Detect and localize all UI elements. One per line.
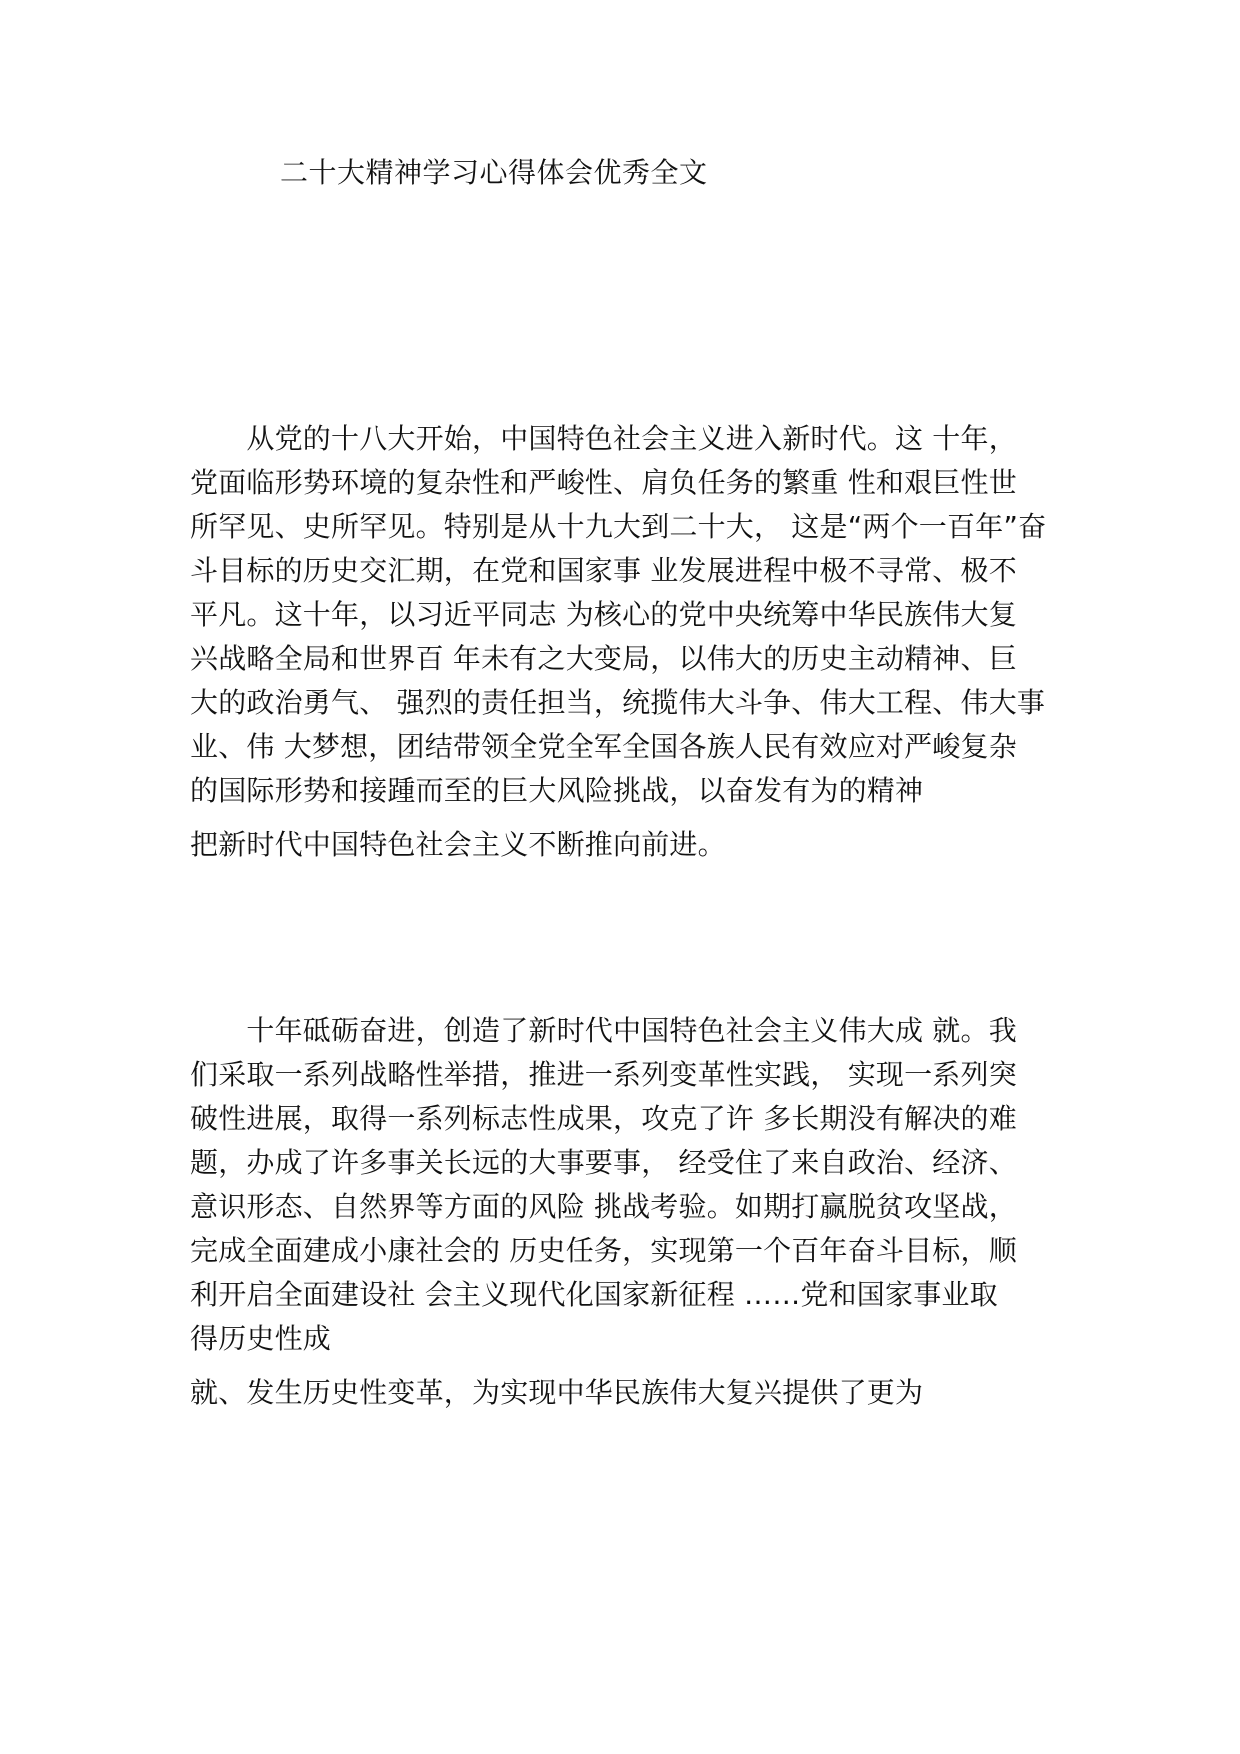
paragraph-2 [190, 1009, 1080, 1415]
paragraph-line: 破性进展，取得一系列标志性成果，攻克了许 多长期没有解决的难 [190, 1102, 1017, 1135]
paragraph-line: 斗目标的历史交汇期，在党和国家事 业发展进程中极不寻常、极不 [190, 554, 1017, 587]
paragraph-line: 十年砥砺奋进，创造了新时代中国特色社会主义伟大成 就。我 [190, 1014, 1017, 1047]
document-title: 二十大精神学习心得体会优秀全文 [280, 156, 708, 189]
paragraph-1 [190, 417, 1080, 867]
paragraph-line: 从党的十八大开始，中国特色社会主义进入新时代。这 十年， [190, 422, 1017, 455]
paragraph-line: 的国际形势和接踵而至的巨大风险挑战，以奋发有为的精神 [190, 774, 924, 807]
paragraph-line: 题，办成了许多事关长远的大事要事， 经受住了来自政治、经济、 [190, 1146, 1017, 1179]
paragraph-line: 利开启全面建设社 会主义现代化国家新征程 ……党和国家事业取 [190, 1278, 998, 1311]
paragraph-line: 平凡。这十年，以习近平同志 为核心的党中央统筹中华民族伟大复 [190, 598, 1017, 631]
paragraph-line: 就、发生历史性变革，为实现中华民族伟大复兴提供了更为 [190, 1376, 924, 1409]
paragraph-line: 们采取一系列战略性举措，推进一系列变革性实践， 实现一系列突 [190, 1058, 1017, 1091]
paragraph-line: 大的政治勇气、 强烈的责任担当，统揽伟大斗争、伟大工程、伟大事 [190, 686, 1046, 719]
paragraph-line: 完成全面建成小康社会的 历史任务，实现第一个百年奋斗目标，顺 [190, 1234, 1017, 1267]
paragraph-line: 得历史性成 [190, 1322, 332, 1355]
paragraph-line: 所罕见、史所罕见。特别是从十九大到二十大， 这是“两个一百年”奋 [190, 510, 1047, 543]
paragraph-line: 党面临形势环境的复杂性和严峻性、肩负任务的繁重 性和艰巨性世 [190, 466, 1017, 499]
paragraph-line: 业、伟 大梦想，团结带领全党全军全国各族人民有效应对严峻复杂 [190, 730, 1017, 763]
paragraph-line: 兴战略全局和世界百 年未有之大变局，以伟大的历史主动精神、巨 [190, 642, 1017, 675]
paragraph-line: 把新时代中国特色社会主义不断推向前进。 [190, 828, 726, 861]
paragraph-line: 意识形态、自然界等方面的风险 挑战考验。如期打赢脱贫攻坚战， [190, 1190, 1017, 1223]
